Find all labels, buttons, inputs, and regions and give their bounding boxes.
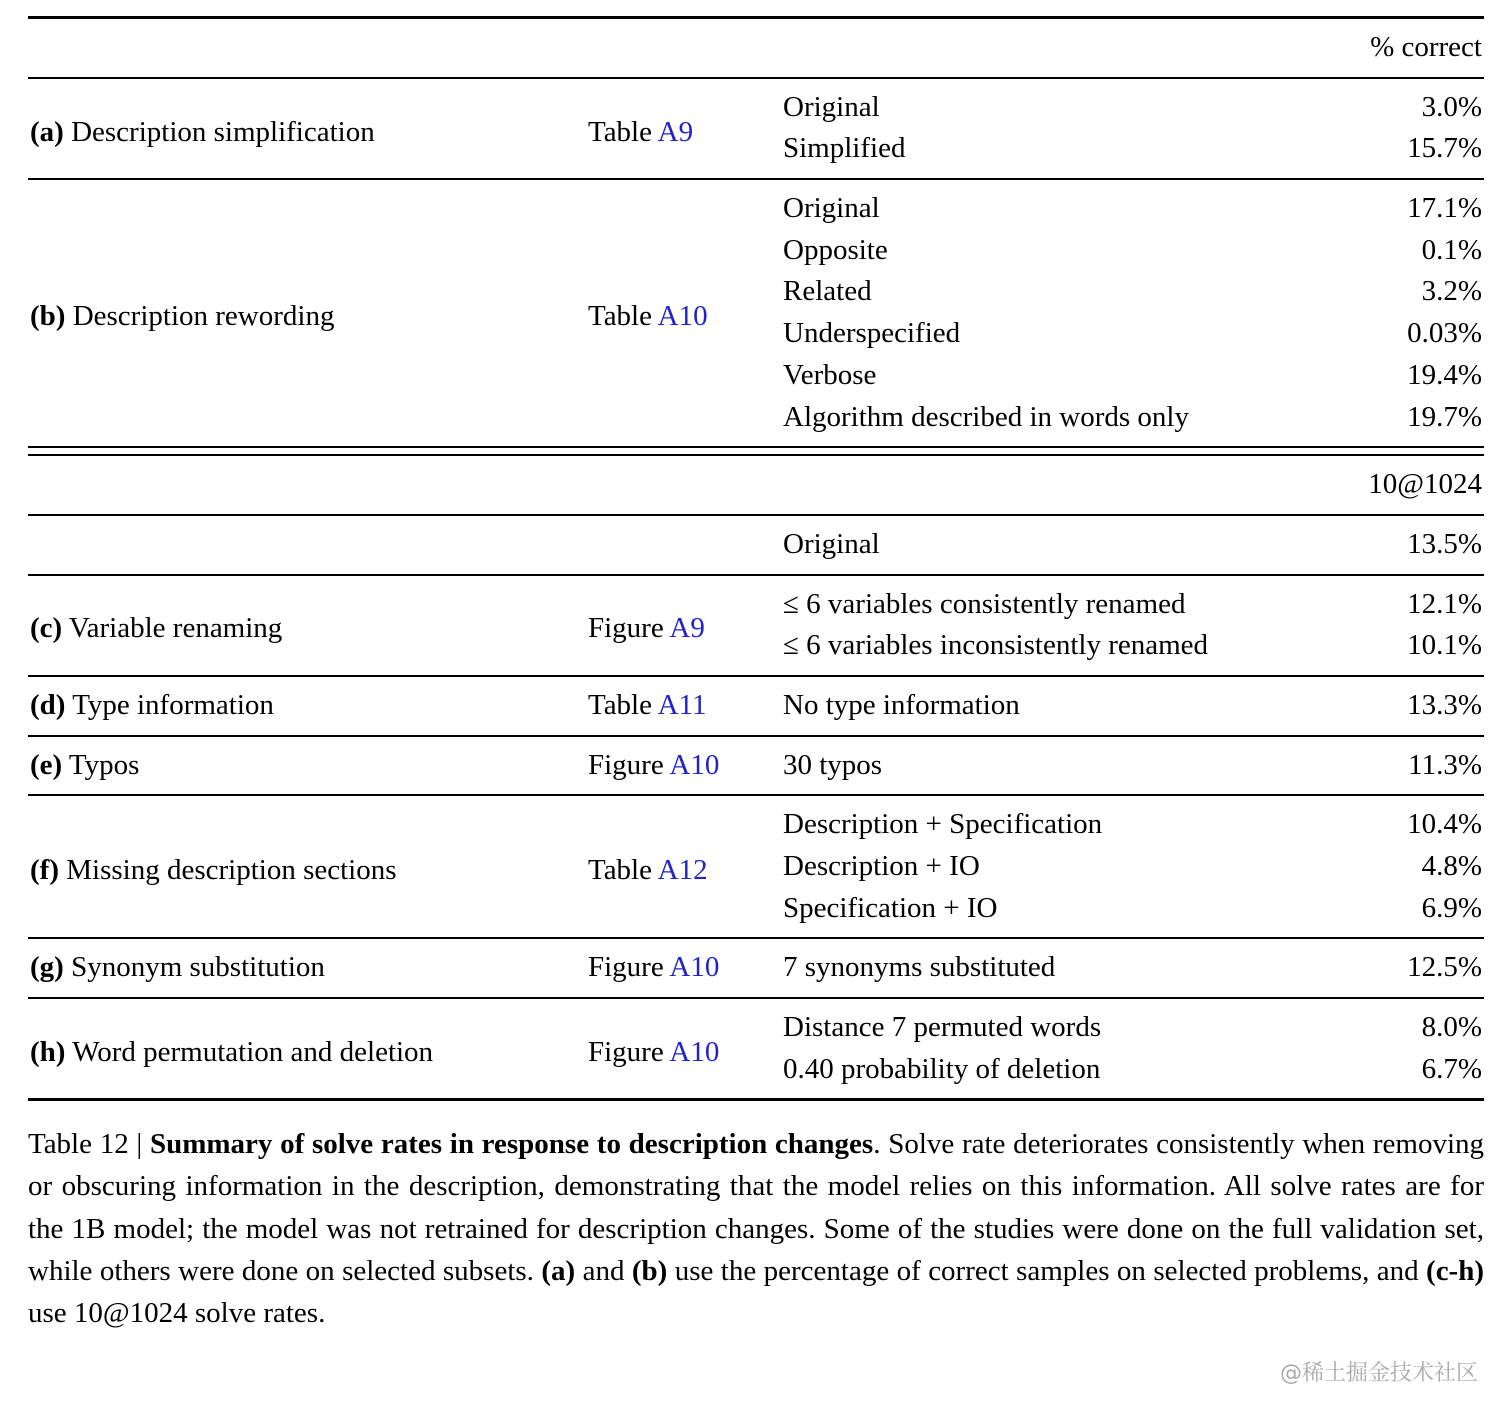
- ref-link[interactable]: A11: [657, 688, 707, 721]
- solve-rate-value: 4.8%: [1421, 850, 1482, 882]
- ref-kind: Figure: [588, 1035, 664, 1068]
- condition-label: Related: [783, 275, 872, 308]
- solve-rate-value: 0.1%: [1421, 233, 1482, 266]
- ref-cell: [588, 998, 783, 1100]
- row-group-key: (e): [30, 748, 63, 781]
- spacer-cell: [28, 18, 1333, 78]
- row-group-key: (c): [30, 612, 63, 645]
- condition-label: Simplified: [783, 132, 906, 165]
- spacer-cell: [28, 447, 1484, 455]
- condition-label: Opposite: [783, 233, 888, 266]
- row-group-title: Word permutation and deletion: [72, 1035, 434, 1068]
- row-group-title: Missing description sections: [66, 854, 397, 886]
- caption-ref-a: (a): [541, 1254, 576, 1287]
- condition-label: Original: [783, 90, 880, 123]
- solve-rate-value: 13.5%: [1333, 515, 1484, 575]
- ref-cell: [588, 575, 783, 676]
- caption-body: use the percentage of correct samples on selected problems, and: [667, 1254, 1427, 1287]
- ref-kind: Table: [588, 300, 652, 333]
- solve-rate-value: 11.3%: [1333, 736, 1484, 796]
- solve-rate-value: 19.7%: [1407, 400, 1482, 433]
- table-row: [28, 998, 1484, 1049]
- results-table: [28, 16, 1484, 1101]
- solve-rate-value: 10.1%: [1407, 629, 1482, 662]
- condition-label: Description + IO: [783, 850, 980, 882]
- double-rule-separator: [28, 447, 1484, 455]
- column-header-percent-correct: % correct: [1333, 18, 1484, 78]
- condition-label: Verbose: [783, 358, 877, 391]
- solve-rate-value: 8.0%: [1333, 998, 1484, 1049]
- ref-kind: Figure: [588, 951, 664, 984]
- row-group-label: [28, 676, 588, 736]
- caption-table-label: Table 12 |: [28, 1128, 150, 1161]
- row-group-title: Variable renaming: [68, 612, 283, 645]
- spacer-cell: [28, 455, 1333, 515]
- condition-label: Original: [783, 179, 1333, 230]
- condition-label: 0.40 probability of deletion: [783, 1052, 1101, 1085]
- row-group-label: [28, 575, 588, 676]
- ref-kind: Table: [588, 115, 652, 148]
- solve-rate-value: 19.4%: [1407, 358, 1482, 391]
- ref-cell: [588, 676, 783, 736]
- table-row: [28, 736, 1484, 796]
- solve-rate-value: 17.1%: [1333, 179, 1484, 230]
- row-group-label: [28, 78, 588, 179]
- condition-label: No type information: [783, 676, 1333, 736]
- row-group-title: Description rewording: [72, 300, 335, 333]
- row-group-title: Description simplification: [71, 115, 375, 148]
- condition-label: Distance 7 permuted words: [783, 998, 1333, 1049]
- row-group-label: [28, 736, 588, 796]
- ref-link[interactable]: A12: [657, 854, 708, 886]
- ref-link[interactable]: A10: [669, 1035, 720, 1068]
- caption-ref-ch: (c-h): [1426, 1254, 1485, 1287]
- ref-cell: [588, 938, 783, 998]
- solve-rate-value: 3.2%: [1421, 275, 1482, 308]
- ref-cell: [588, 795, 783, 938]
- condition-label: Description + Specification: [783, 795, 1333, 846]
- ref-link[interactable]: A10: [669, 951, 720, 984]
- solve-rate-value: 13.3%: [1333, 676, 1484, 736]
- solve-rate-value: 6.7%: [1421, 1052, 1482, 1085]
- row-group-key: (b): [30, 300, 66, 333]
- watermark: @稀土掘金技术社区: [1279, 1361, 1478, 1386]
- solve-rate-value: 6.9%: [1421, 891, 1482, 924]
- table-caption: [28, 1123, 1484, 1333]
- condition-label: 7 synonyms substituted: [783, 938, 1333, 998]
- table-row: [28, 515, 1484, 575]
- table-row: [28, 179, 1484, 230]
- row-group-label: [28, 938, 588, 998]
- table-row: [28, 795, 1484, 846]
- row-group-title: Type information: [72, 688, 274, 721]
- condition-label: Underspecified: [783, 317, 961, 350]
- condition-label: Original: [783, 515, 1333, 575]
- ref-kind: Table: [588, 688, 652, 721]
- solve-rate-value: 0.03%: [1407, 317, 1482, 350]
- ref-link[interactable]: A9: [657, 115, 694, 148]
- solve-rate-value: 10.4%: [1333, 795, 1484, 846]
- row-group-title: Synonym substitution: [71, 951, 325, 984]
- caption-ref-b: (b): [631, 1254, 668, 1287]
- table-header-row: [28, 455, 1484, 515]
- condition-label: Algorithm described in words only: [783, 400, 1189, 433]
- spacer-cell: [28, 515, 588, 575]
- spacer-cell: [588, 515, 783, 575]
- row-group-key: (h): [30, 1035, 66, 1068]
- table-row: [28, 575, 1484, 626]
- condition-label: Specification + IO: [783, 891, 998, 924]
- caption-body: . Solve rate deteriorates consistently when removing or obscuring information in the description, demonstrating that the model relies on this information. All solve rates are for the 1B model; the model was not retrained for description changes. Some of the studies were done on the full validation set, while others were done on selected subsets.: [28, 1128, 1485, 1287]
- row-group-label: [28, 179, 588, 447]
- ref-link[interactable]: A9: [669, 612, 705, 645]
- condition-label: 30 typos: [783, 736, 1333, 796]
- row-group-key: (g): [30, 951, 64, 984]
- ref-cell: [588, 736, 783, 796]
- table-row: [28, 938, 1484, 998]
- condition-label: ≤ 6 variables consistently renamed: [783, 587, 1186, 620]
- solve-rate-value: 3.0%: [1421, 90, 1482, 123]
- table-row: [28, 676, 1484, 736]
- ref-kind: Figure: [588, 748, 664, 781]
- solve-rate-value: 12.1%: [1407, 587, 1482, 620]
- row-group-key: (f): [30, 854, 59, 886]
- row-group-title: Typos: [68, 748, 140, 781]
- row-group-label: [28, 795, 588, 938]
- ref-link[interactable]: A10: [669, 748, 720, 781]
- ref-cell: [588, 78, 783, 179]
- ref-link[interactable]: A10: [657, 300, 708, 333]
- ref-kind: Table: [588, 854, 652, 886]
- solve-rate-value: 12.5%: [1333, 938, 1484, 998]
- row-group-key: (a): [30, 115, 64, 148]
- column-header-solve-rate: 10@1024: [1333, 455, 1484, 515]
- table-row: [28, 78, 1484, 129]
- caption-title: Summary of solve rates in response to description changes: [149, 1128, 874, 1161]
- table-header-row: [28, 18, 1484, 78]
- row-group-key: (d): [30, 688, 66, 721]
- ref-cell: [588, 179, 783, 447]
- caption-body: use 10@1024 solve rates.: [28, 1296, 326, 1329]
- caption-body: and: [575, 1254, 632, 1287]
- solve-rate-value: 15.7%: [1407, 132, 1482, 165]
- condition-label: ≤ 6 variables inconsistently renamed: [783, 629, 1209, 662]
- row-group-label: [28, 998, 588, 1100]
- ref-kind: Figure: [588, 612, 664, 645]
